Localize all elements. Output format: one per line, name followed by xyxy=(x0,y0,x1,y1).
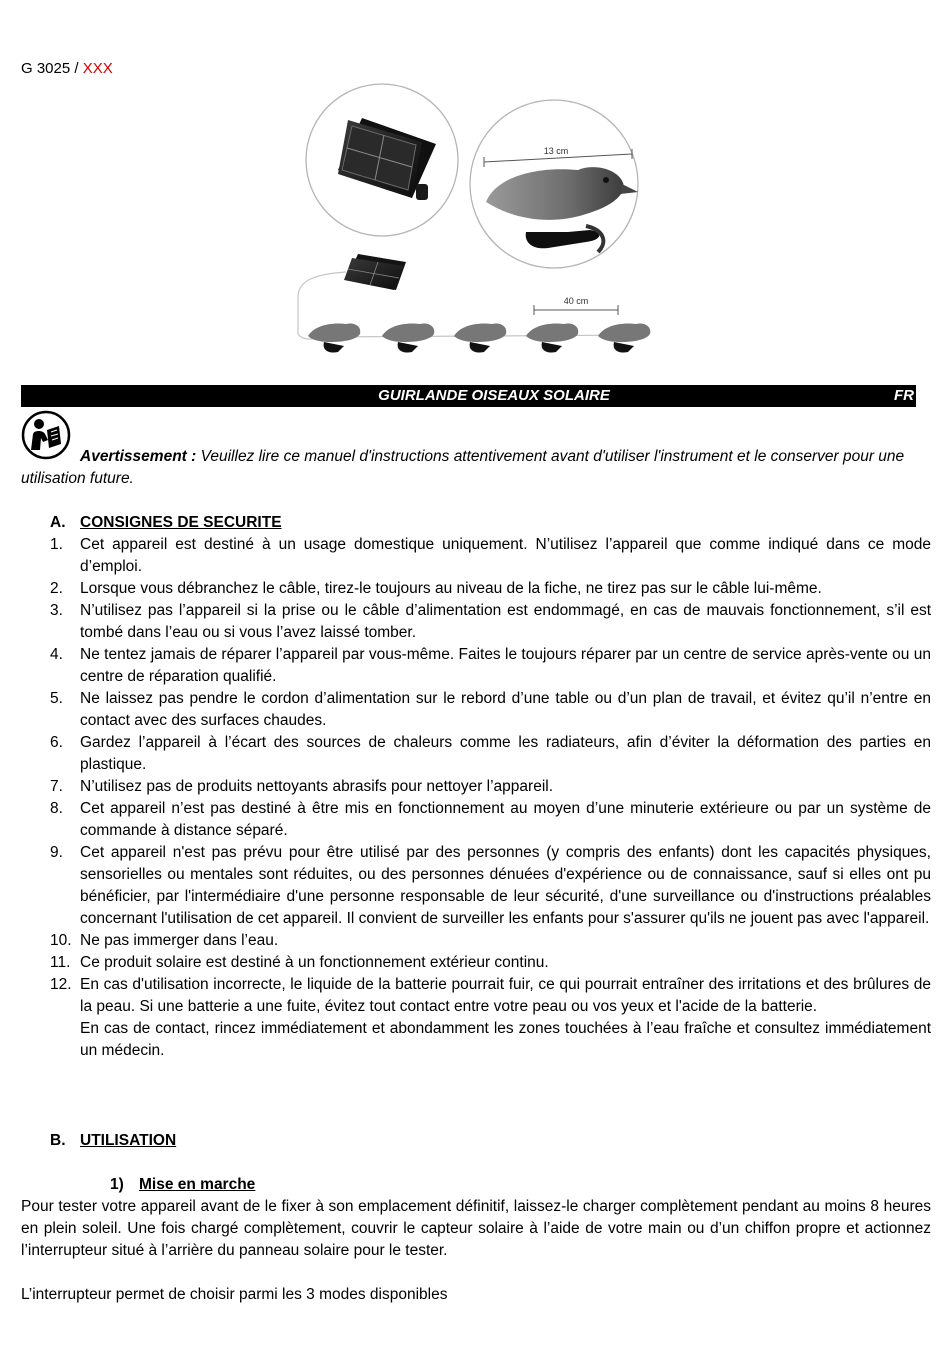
product-illustration xyxy=(286,82,666,364)
dimension-spacing-label: 40 cm xyxy=(563,296,589,306)
title-bar xyxy=(21,385,916,407)
dimension-spacing xyxy=(534,296,618,315)
warning-notice xyxy=(21,446,931,490)
modes-paragraph: L’interrupteur permet de choisir parmi les 3 modes disponibles xyxy=(21,1286,448,1303)
section-b-letter: B. xyxy=(50,1132,66,1149)
list-item: 6. Gardez l’appareil à l’écart des sources de chaleurs comme les radiateurs, afin d’éviter la déformation des parties en plastique. xyxy=(50,734,931,773)
subsection-number: 1) xyxy=(110,1176,124,1193)
chain-bird-1 xyxy=(308,323,360,352)
list-item: 3. N’utilisez pas l’appareil si la prise ou le câble d’alimentation est endommagé, en cas de mauvais fonctionnement, s’il est tombé dans l’eau ou si vous l’avez laissé tomber. xyxy=(50,602,931,641)
reference-placeholder: XXX xyxy=(82,60,113,77)
list-item-extra: En cas de contact, rincez immédiatement et abondamment les zones touchées à l’eau fraîche et consultez immédiatement un médecin. xyxy=(80,1020,931,1059)
chain-bird-4 xyxy=(526,323,578,352)
language-code: FR xyxy=(894,387,914,404)
chain-bird-2 xyxy=(382,323,434,352)
list-item: 2. Lorsque vous débranchez le câble, tirez-le toujours au niveau de la fiche, ne tirez pas sur le câble lui-même. xyxy=(50,580,822,597)
usage-paragraph: Pour tester votre appareil avant de le fixer à son emplacement définitif, laissez-le charger complètement pendant au moins 8 heures en plein soleil. Une fois chargé complètement, couvrir le capteur solaire à l’aide de votre main ou d’un chiffon propre et actionnez l’interrupteur situé à l’arrière du panneau solaire pour le tester. xyxy=(21,1198,931,1259)
chain-solar-panel xyxy=(344,254,406,290)
list-item: 9. Cet appareil n'est pas prévu pour être utilisé par des personnes (y compris des enfants) dont les capacités physiques, sensorielles ou mentales sont réduites, ou des personnes dénuées d'expérience ou de connaissance, sauf si elles ont pu bénéficier, par l'intermédiaire d'une personne responsable de leur sécurité, d'une surveillance ou d'instructions préalables concernant l'utilisation de cet appareil. Il convient de surveiller les enfants pour s'assurer qu'ils ne jouent pas avec l'appareil. xyxy=(50,844,931,927)
chain-bird-5 xyxy=(598,323,650,352)
subsection-heading xyxy=(110,1174,255,1196)
dimension-bird-label: 13 cm xyxy=(543,146,569,156)
list-item: 10. Ne pas immerger dans l’eau. xyxy=(50,932,279,949)
document-reference xyxy=(21,60,113,77)
subsection-title: Mise en marche xyxy=(139,1176,256,1193)
chain-bird-3 xyxy=(454,323,506,352)
list-item: 1. Cet appareil est destiné à un usage domestique uniquement. N’utilisez l’appareil que comme indiqué dans ce mode d’emploi. xyxy=(50,536,931,575)
section-a-letter: A. xyxy=(50,514,66,531)
reference-code: G 3025 / xyxy=(21,60,83,77)
warning-lead: Avertissement : xyxy=(80,448,197,465)
section-a-heading xyxy=(50,512,282,534)
list-item: 12. En cas d'utilisation incorrecte, le liquide de la batterie pourrait fuir, ce qui pourrait entraîner des irritations et des brûlures de la peau. Si une batterie a une fuite, évitez tout contact entre votre peau ou vos yeux et l'acide de la batterie. En cas de contact, rincez immédiatement et abondamment les zones touchées à l’eau fraîche et consultez immédiatement un médecin. xyxy=(21,974,931,1062)
section-a-title: CONSIGNES DE SECURITE xyxy=(80,514,282,531)
section-b-title: UTILISATION xyxy=(80,1132,177,1149)
list-item: 8. Cet appareil n’est pas destiné à être mis en fonctionnement au moyen d’une minuterie extérieure ou par un système de commande à distance séparé. xyxy=(50,800,931,839)
section-b-heading xyxy=(50,1130,176,1152)
list-item: 4. Ne tentez jamais de réparer l’appareil par vous-même. Faites le toujours réparer par un centre de service après-vente ou un centre de réparation qualifié. xyxy=(50,646,931,685)
product-title: GUIRLANDE OISEAUX SOLAIRE xyxy=(378,387,610,404)
list-item: 7. N’utilisez pas de produits nettoyants abrasifs pour nettoyer l’appareil. xyxy=(50,778,554,795)
list-item: 5. Ne laissez pas pendre le cordon d’alimentation sur le rebord d’une table ou d’un plan de travail, et évitez qu’il n’entre en contact avec des surfaces chaudes. xyxy=(50,690,931,729)
safety-instructions-list xyxy=(21,534,931,1062)
warning-text: Veuillez lire ce manuel d'instructions attentivement avant d'utiliser l'instrument et le conserver pour une utilisation future. xyxy=(21,448,905,487)
list-item: 11. Ce produit solaire est destiné à un fonctionnement extérieur continu. xyxy=(50,954,549,971)
